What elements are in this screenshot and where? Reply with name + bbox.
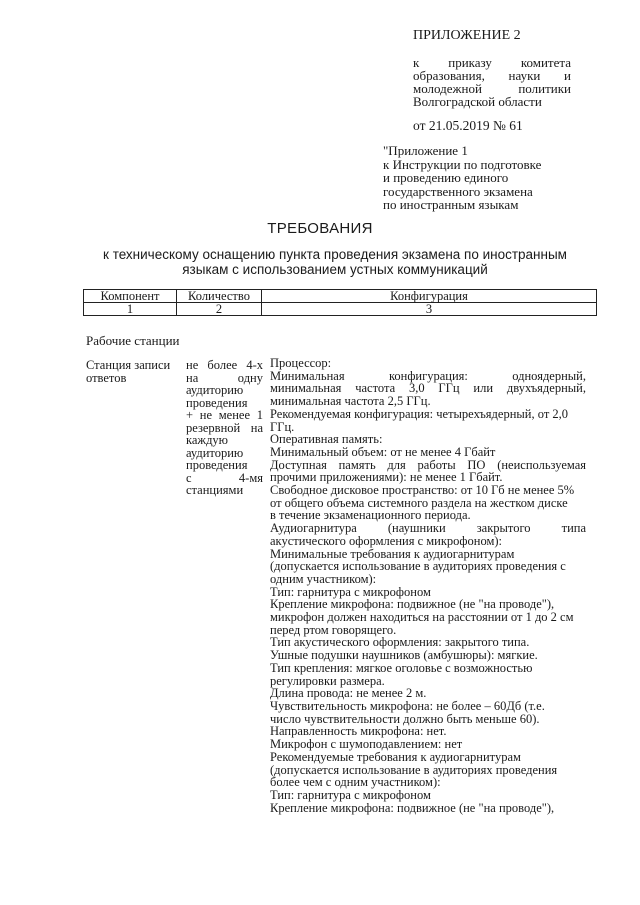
configuration-line: число чувствительности должно быть меньше 60). bbox=[270, 711, 540, 726]
quantity-line: с 4-мя bbox=[186, 470, 263, 485]
configuration-line: Длина провода: не менее 2 м. bbox=[270, 686, 427, 701]
configuration-line: Направленность микрофона: нет. bbox=[270, 724, 447, 739]
order-reference bbox=[413, 56, 571, 108]
quantity-cell bbox=[186, 359, 263, 497]
quantity-line: аудиторию bbox=[186, 445, 244, 460]
configuration-line: Тип: гарнитура с микрофоном bbox=[270, 787, 431, 802]
configuration-line: Свободное дисковое пространство: от 10 Гб не менее 5% bbox=[270, 483, 575, 498]
configuration-line: одним участником): bbox=[270, 571, 377, 586]
component-line: Станция записи bbox=[86, 358, 171, 372]
instruction-line: к Инструкции по подготовке bbox=[383, 156, 542, 172]
configuration-line: Чувствительность микрофона: не более – 60Дб (т.е. bbox=[270, 698, 545, 713]
configuration-line: Тип акустического оформления: закрытого типа. bbox=[270, 635, 530, 650]
configuration-line: Доступная память для работы ПО (неиспользуемая bbox=[270, 457, 586, 472]
configuration-line: Крепление микрофона: подвижное (не "на проводе"), bbox=[270, 597, 555, 612]
quantity-line: проведения bbox=[186, 395, 248, 410]
configuration-line: Тип крепления: мягкое оголовье с возможностью bbox=[270, 660, 533, 675]
configuration-line: более чем с одним участником): bbox=[270, 775, 441, 790]
instruction-line: и проведению единого bbox=[383, 170, 509, 185]
header-component: Компонент bbox=[84, 290, 177, 303]
configuration-line: Тип: гарнитура с микрофоном bbox=[270, 584, 431, 599]
component-line: ответов bbox=[86, 370, 127, 385]
configuration-line: Микрофон с шумоподавлением: нет bbox=[270, 737, 463, 752]
table-header-row bbox=[84, 290, 597, 303]
order-date: от 21.05.2019 № 61 bbox=[413, 118, 523, 133]
quantity-line: на одну bbox=[186, 370, 263, 385]
requirements-subtitle bbox=[70, 247, 600, 277]
configuration-line: Минимальные требования к аудиогарнитурам bbox=[270, 546, 515, 561]
order-reference-line: образования, науки и bbox=[413, 68, 571, 83]
configuration-line: Рекомендуемая конфигурация: четырехъядерный, от 2,0 bbox=[270, 406, 569, 421]
quantity-line: каждую bbox=[186, 433, 229, 447]
configuration-line: Аудиогарнитура (наушники закрытого типа bbox=[270, 521, 586, 536]
order-reference-line: молодежной политики bbox=[413, 81, 571, 96]
table-number-row bbox=[84, 303, 597, 316]
configuration-line: Крепление микрофона: подвижное (не "на проводе"), bbox=[270, 800, 555, 815]
instruction-reference bbox=[383, 144, 583, 212]
column-number: 2 bbox=[177, 303, 262, 316]
configuration-line: минимальная частота 3,0 ГГц или двухъядерный, bbox=[270, 381, 586, 396]
configuration-line: минимальная частота 2,5 ГГц. bbox=[270, 394, 431, 409]
configuration-line: Рекомендуемые требования к аудиогарнитурам bbox=[270, 749, 521, 764]
section-label: Рабочие станции bbox=[86, 333, 180, 348]
quantity-line: + не менее 1 bbox=[186, 408, 263, 422]
instruction-line: государственного экзамена bbox=[383, 183, 533, 199]
configuration-line: (допускается использование в аудиториях проведения с bbox=[270, 559, 566, 574]
configuration-line: Ушные подушки наушников (амбушюры): мягкие. bbox=[270, 648, 538, 663]
column-number: 3 bbox=[262, 303, 597, 316]
configuration-line: в течение экзаменационного периода. bbox=[270, 508, 471, 523]
configuration-line: Оперативная память: bbox=[270, 432, 383, 447]
requirements-title: ТРЕБОВАНИЯ bbox=[267, 220, 373, 237]
header-quantity: Количество bbox=[177, 290, 262, 303]
subtitle-line: языкам с использованием устных коммуникаций bbox=[182, 262, 488, 277]
configuration-line: Минимальный объем: от не менее 4 Гбайт bbox=[270, 444, 496, 459]
quantity-line: проведения bbox=[186, 458, 248, 472]
configuration-line: перед ртом говорящего. bbox=[270, 622, 397, 637]
configuration-line: микрофон должен находиться на расстоянии от 1 до 2 см bbox=[270, 610, 574, 625]
instruction-line: по иностранным языкам bbox=[383, 197, 519, 212]
order-reference-line: к приказу комитета bbox=[413, 55, 571, 70]
appendix-title: ПРИЛОЖЕНИЕ 2 bbox=[413, 28, 521, 43]
configuration-line: ГГц. bbox=[270, 419, 295, 434]
configuration-line: (допускается использование в аудиториях проведения bbox=[270, 762, 558, 777]
configuration-line: Процессор: bbox=[270, 356, 332, 370]
quantity-line: аудиторию bbox=[186, 383, 244, 397]
quantity-line: не более 4-х bbox=[186, 358, 263, 372]
configuration-line: акустического оформления с микрофоном): bbox=[270, 533, 503, 548]
spec-table-header bbox=[83, 289, 597, 316]
configuration-cell bbox=[270, 357, 586, 814]
order-reference-line: Волгоградской области bbox=[413, 94, 542, 109]
configuration-line: прочими приложениями): не менее 1 Гбайт. bbox=[270, 470, 503, 485]
header-configuration: Конфигурация bbox=[262, 290, 597, 303]
configuration-line: от общего объема системного раздела на жестком диске bbox=[270, 495, 568, 510]
instruction-line: "Приложение 1 bbox=[383, 143, 468, 158]
quantity-line: резервной на bbox=[186, 420, 263, 435]
component-cell bbox=[86, 359, 174, 384]
quantity-line: станциями bbox=[186, 483, 244, 497]
subtitle-line: к техническому оснащению пункта проведения экзамена по иностранным bbox=[103, 247, 567, 262]
configuration-line: Минимальная конфигурация: одноядерный, bbox=[270, 368, 586, 383]
column-number: 1 bbox=[84, 303, 177, 316]
configuration-line: регулировки размера. bbox=[270, 673, 385, 688]
